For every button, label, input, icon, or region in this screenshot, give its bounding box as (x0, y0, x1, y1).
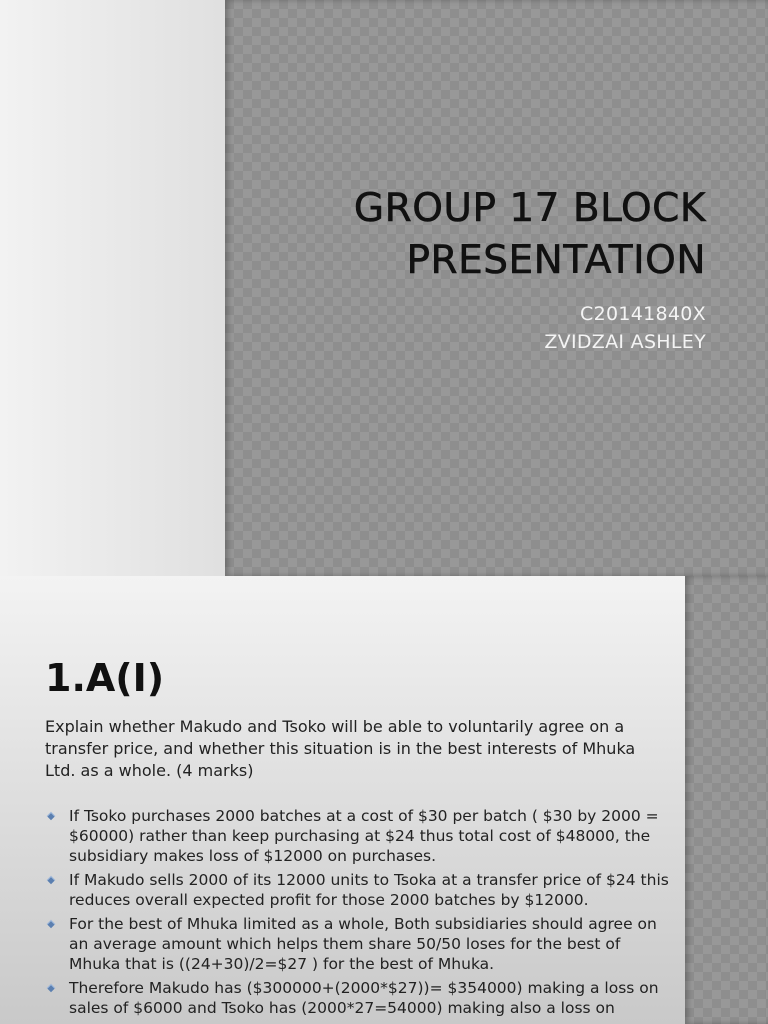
list-item (45, 978, 670, 1018)
presentation-subtitle (544, 300, 706, 356)
diamond-bullet-icon (47, 876, 55, 884)
list-item (45, 806, 670, 866)
slide-heading: 1.A(I) (45, 656, 165, 700)
list-item (45, 914, 670, 974)
content-slide-pattern-strip (685, 576, 768, 1024)
diamond-bullet-icon (47, 984, 55, 992)
title-line-1: GROUP 17 BLOCK (353, 186, 706, 231)
student-id: C20141840X (580, 303, 706, 325)
bullet-text: If Tsoko purchases 2000 batches at a cost of $30 per batch ( $30 by 2000 = $60000) rather than keep purchasing at $24 thus total cost of $48000, the subsidiary makes loss of $12000 on purchases. (69, 807, 659, 865)
list-item (45, 870, 670, 910)
bullet-text: Therefore Makudo has ($300000+(2000*$27))= $354000) making a loss on sales of $6000 and Tsoko has (2000*27=54000) making also a loss on (69, 979, 659, 1017)
title-line-2: PRESENTATION (406, 238, 706, 283)
diamond-bullet-icon (47, 812, 55, 820)
bullet-text: For the best of Mhuka limited as a whole, Both subsidiaries should agree on an average amount which helps them share 50/50 loses for the best of Mhuka that is ((24+30)/2=$27 ) for the best of Mhuka. (69, 915, 657, 973)
bullet-list (45, 806, 670, 1022)
bullet-text: If Makudo sells 2000 of its 12000 units to Tsoka at a transfer price of $24 this reduces overall expected profit for those 2000 batches by $12000. (69, 871, 669, 909)
title-slide-pattern-panel (225, 0, 768, 576)
question-text: Explain whether Makudo and Tsoko will be able to voluntarily agree on a transfer price, and whether this situation is in the best interests of Mhuka Ltd. as a whole. (4 marks) (45, 717, 636, 780)
student-name: ZVIDZAI ASHLEY (544, 331, 706, 353)
presentation-title (246, 183, 706, 287)
diamond-bullet-icon (47, 920, 55, 928)
